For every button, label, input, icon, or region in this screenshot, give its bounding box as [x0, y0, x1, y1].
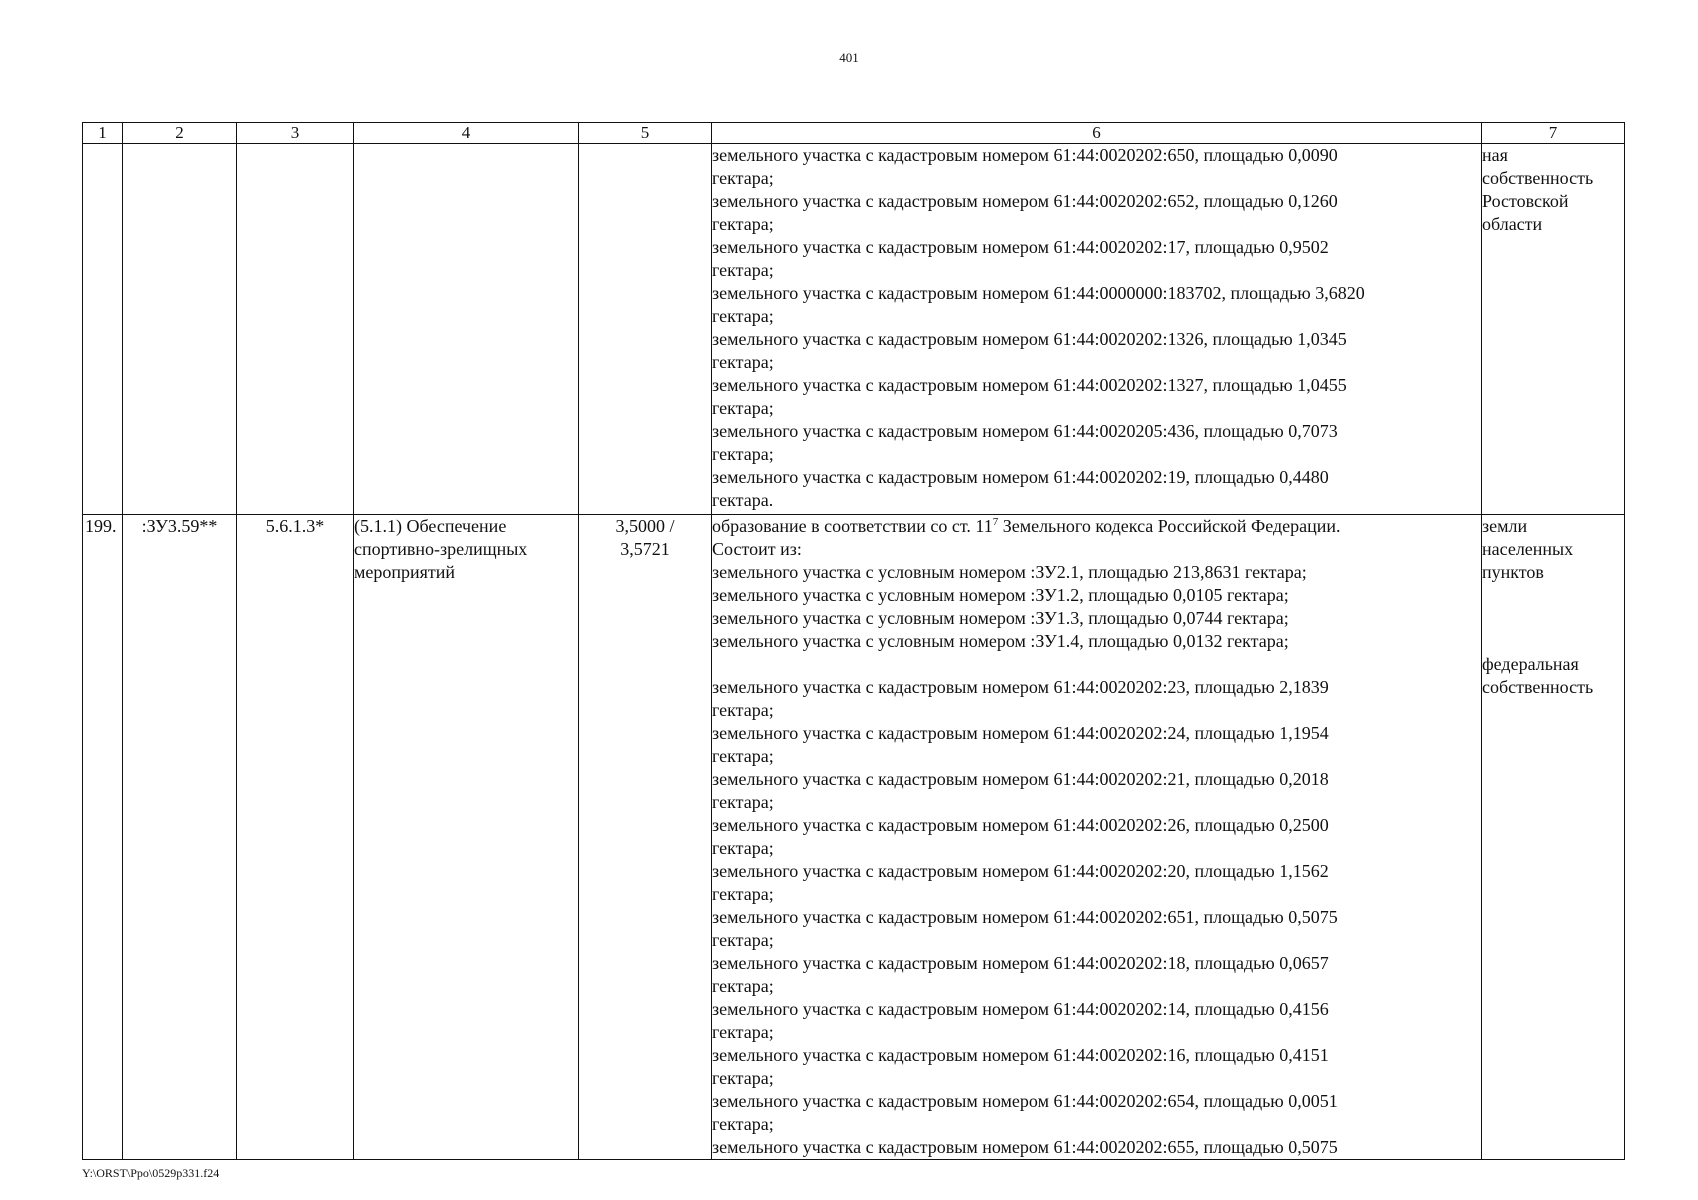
text-line: земельного участка с кадастровым номером 61:44:0020202:14, площадью 0,4156: [712, 999, 1329, 1019]
text-line: земельного участка с условным номером :ЗУ1.2, площадью 0,0105 гектара;: [712, 585, 1289, 605]
cell-composition: [712, 515, 1482, 1160]
text-line: гектара;: [712, 700, 774, 720]
cell-composition: [712, 144, 1482, 515]
text-line: гектара;: [712, 792, 774, 812]
intro-superscript: 7: [992, 516, 999, 528]
text-line: земельного участка с кадастровым номером 61:44:0020202:21, площадью 0,2018: [712, 769, 1329, 789]
cell-number: 199.: [83, 515, 123, 1160]
text-line: земельного участка с кадастровым номером 61:44:0020202:17, площадью 0,9502: [712, 237, 1329, 257]
column-header: 2: [123, 123, 237, 144]
text-line: собственность: [1482, 168, 1594, 188]
text-line: земельного участка с кадастровым номером 61:44:0020202:18, площадью 0,0657: [712, 953, 1329, 973]
text-line: гектара;: [712, 838, 774, 858]
text-line: земельного участка с кадастровым номером 61:44:0020205:436, площадью 0,7073: [712, 421, 1338, 441]
column-header: 7: [1482, 123, 1625, 144]
page-number: 401: [839, 50, 859, 65]
spacer: [1482, 630, 1624, 653]
land-plots-table: [82, 122, 1625, 1160]
cell-ownership: [1482, 144, 1625, 515]
text-line: федеральная: [1482, 654, 1579, 674]
text-line: земельного участка с кадастровым номером 61:44:0020202:1327, площадью 1,0455: [712, 375, 1347, 395]
text-line: гектара;: [712, 930, 774, 950]
spacer: [1482, 584, 1624, 607]
text-line: земельного участка с условным номером :ЗУ2.1, площадью 213,8631 гектара;: [712, 562, 1307, 582]
text-line: гектара;: [712, 260, 774, 280]
text-line: земельного участка с условным номером :ЗУ1.4, площадью 0,0132 гектара;: [712, 631, 1289, 651]
column-header: 1: [83, 123, 123, 144]
text-line: населенных: [1482, 539, 1574, 559]
cell-class-code: 5.6.1.3*: [237, 515, 354, 1160]
intro-text: образование в соответствии со ст. 11: [712, 516, 993, 536]
cell-number: [83, 144, 123, 515]
cell-class-code: [237, 144, 354, 515]
text-line: земельного участка с кадастровым номером 61:44:0020202:23, площадью 2,1839: [712, 677, 1329, 697]
text-line: гектара;: [712, 1022, 774, 1042]
text-line: земельного участка с кадастровым номером 61:44:0020202:655, площадью 0,5075: [712, 1137, 1338, 1157]
column-header: 4: [354, 123, 579, 144]
text-line: гектара;: [712, 444, 774, 464]
text-line: пунктов: [1482, 562, 1544, 582]
text-line: земельного участка с кадастровым номером 61:44:0020202:26, площадью 0,2500: [712, 815, 1329, 835]
intro-text-end: Земельного кодекса Российской Федерации.: [998, 516, 1341, 536]
text-line: земельного участка с кадастровым номером 61:44:0020202:650, площадью 0,0090: [712, 145, 1338, 165]
text-line: ная: [1482, 145, 1508, 165]
spacer: [712, 653, 1481, 676]
cell-permitted-use: [354, 515, 579, 1160]
file-path-footer: Y:\ORST\Ppo\0529p331.f24: [82, 1166, 220, 1180]
text-line: земельного участка с условным номером :ЗУ1.3, площадью 0,0744 гектара;: [712, 608, 1289, 628]
text-line: Состоит из:: [712, 539, 802, 559]
text-line: земельного участка с кадастровым номером 61:44:0020202:16, площадью 0,4151: [712, 1045, 1329, 1065]
text-line: земельного участка с кадастровым номером 61:44:0020202:20, площадью 1,1562: [712, 861, 1329, 881]
text-line: земли: [1482, 516, 1528, 536]
column-header: 5: [579, 123, 712, 144]
text-line: гектара;: [712, 746, 774, 766]
text-line: гектара;: [712, 1068, 774, 1088]
cell-permitted-use: [354, 144, 579, 515]
text-line: гектара;: [712, 214, 774, 234]
spacer: [1482, 607, 1624, 630]
text-line: земельного участка с кадастровым номером 61:44:0000000:183702, площадью 3,6820: [712, 283, 1365, 303]
column-header: 3: [237, 123, 354, 144]
column-header: 6: [712, 123, 1482, 144]
text-line: земельного участка с кадастровым номером 61:44:0020202:652, площадью 0,1260: [712, 191, 1338, 211]
text-line: гектара.: [712, 490, 774, 510]
text-line: области: [1482, 214, 1543, 234]
text-line: 3,5000 /: [615, 516, 675, 536]
text-line: земельного участка с кадастровым номером 61:44:0020202:24, площадью 1,1954: [712, 723, 1329, 743]
text-line: гектара;: [712, 884, 774, 904]
text-line: Ростовской: [1482, 191, 1569, 211]
column-number-header: [83, 123, 1625, 144]
text-line: гектара;: [712, 976, 774, 996]
intro-line: [712, 515, 1481, 538]
text-line: (5.1.1) Обеспечение: [354, 516, 507, 536]
text-line: земельного участка с кадастровым номером 61:44:0020202:1326, площадью 1,0345: [712, 329, 1347, 349]
text-line: мероприятий: [354, 562, 456, 582]
table-row-199: [83, 515, 1625, 1160]
cell-ownership: [1482, 515, 1625, 1160]
text-line: земельного участка с кадастровым номером 61:44:0020202:654, площадью 0,0051: [712, 1091, 1338, 1111]
text-line: земельного участка с кадастровым номером 61:44:0020202:651, площадью 0,5075: [712, 907, 1338, 927]
text-line: гектара;: [712, 398, 774, 418]
text-line: гектара;: [712, 306, 774, 326]
text-line: 3,5721: [620, 539, 670, 559]
text-line: гектара;: [712, 1114, 774, 1134]
text-line: гектара;: [712, 352, 774, 372]
text-line: гектара;: [712, 168, 774, 188]
cell-area: [579, 144, 712, 515]
cell-code: :ЗУ3.59**: [123, 515, 237, 1160]
text-line: собственность: [1482, 677, 1594, 697]
text-line: спортивно-зрелищных: [354, 539, 528, 559]
table-row-continued: [83, 144, 1625, 515]
text-line: земельного участка с кадастровым номером 61:44:0020202:19, площадью 0,4480: [712, 467, 1329, 487]
cell-area: [579, 515, 712, 1160]
cell-code: [123, 144, 237, 515]
